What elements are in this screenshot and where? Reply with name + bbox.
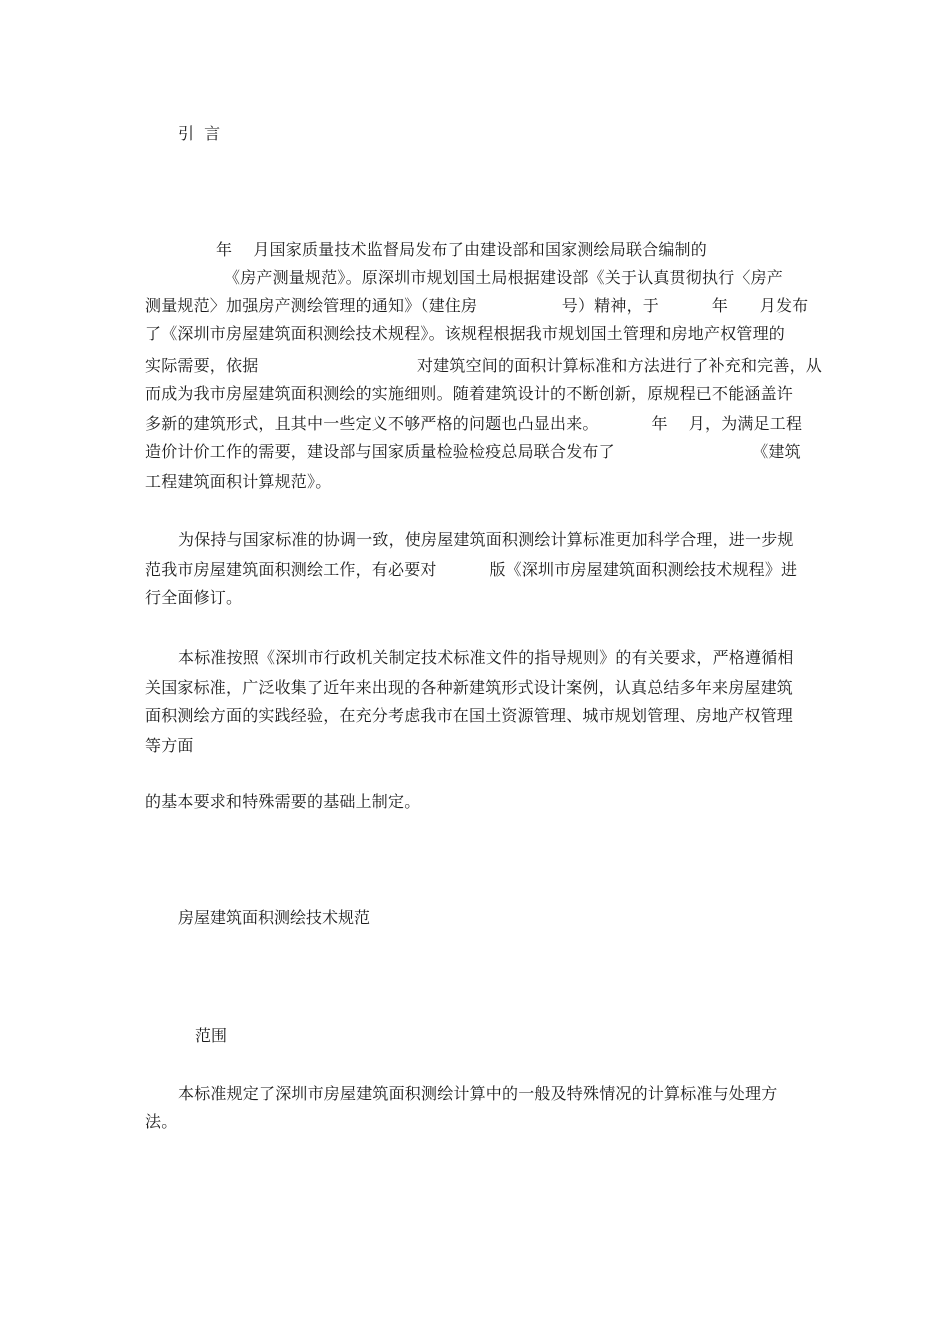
paragraph1-line-9: 工程建筑面积计算规范》。 (145, 472, 332, 491)
paragraph4-line-1: 的基本要求和特殊需要的基础上制定。 (145, 792, 421, 811)
paragraph1-line-6: 而成为我市房屋建筑面积测绘的实施细则。随着建筑设计的不断创新，原规程已不能涵盖许 (145, 384, 794, 403)
paragraph3-line-3: 面积测绘方面的实践经验，在充分考虑我市在国土资源管理、城市规划管理、房地产权管理 (145, 706, 794, 725)
paragraph3-line-1: 本标准按照《深圳市行政机关制定技术标准文件的指导规则》的有关要求，严格遵循相 (178, 648, 794, 667)
paragraph5-line-2: 法。 (145, 1112, 178, 1131)
paragraph1-line-5: 实际需要，依据 对建筑空间的面积计算标准和方法进行了补充和完善，从 (145, 356, 822, 375)
paragraph3-line-2: 关国家标准，广泛收集了近年来出现的各种新建筑形式设计案例，认真总结多年来房屋建筑 (145, 678, 794, 697)
paragraph1-line-3: 测量规范〉加强房产测绘管理的通知》（建住房 号）精神，于 年 月发布 (145, 296, 809, 315)
paragraph2-line-1: 为保持与国家标准的协调一致，使房屋建筑面积测绘计算标准更加科学合理，进一步规 (178, 530, 794, 549)
paragraph2-line-3: 行全面修订。 (145, 588, 243, 607)
paragraph1-line-7: 多新的建筑形式，且其中一些定义不够严格的问题也凸显出来。 年 月，为满足工程 (145, 414, 803, 433)
paragraph1-line-2: 《房产测量规范》。原深圳市规划国土局根据建设部《关于认真贯彻执行〈房产 (224, 268, 784, 287)
paragraph5-line-1: 本标准规定了深圳市房屋建筑面积测绘计算中的一般及特殊情况的计算标准与处理方 (178, 1084, 778, 1103)
paragraph2-line-2: 范我市房屋建筑面积测绘工作，有必要对 版《深圳市房屋建筑面积测绘技术规程》进 (145, 560, 798, 579)
paragraph3-line-4: 等方面 (145, 736, 194, 755)
standard-title: 房屋建筑面积测绘技术规范 (178, 908, 371, 927)
paragraph1-line-4: 了《深圳市房屋建筑面积测绘技术规程》。该规程根据我市规划国土管理和房地产权管理的 (145, 324, 786, 343)
intro-heading: 引 言 (178, 124, 221, 143)
paragraph1-line-8: 造价计价工作的需要，建设部与国家质量检验检疫总局联合发布了 《建筑 (145, 442, 801, 461)
paragraph1-line-1: 年 月国家质量技术监督局发布了由建设部和国家测绘局联合编制的 (216, 240, 707, 259)
scope-heading: 范围 (195, 1026, 228, 1045)
